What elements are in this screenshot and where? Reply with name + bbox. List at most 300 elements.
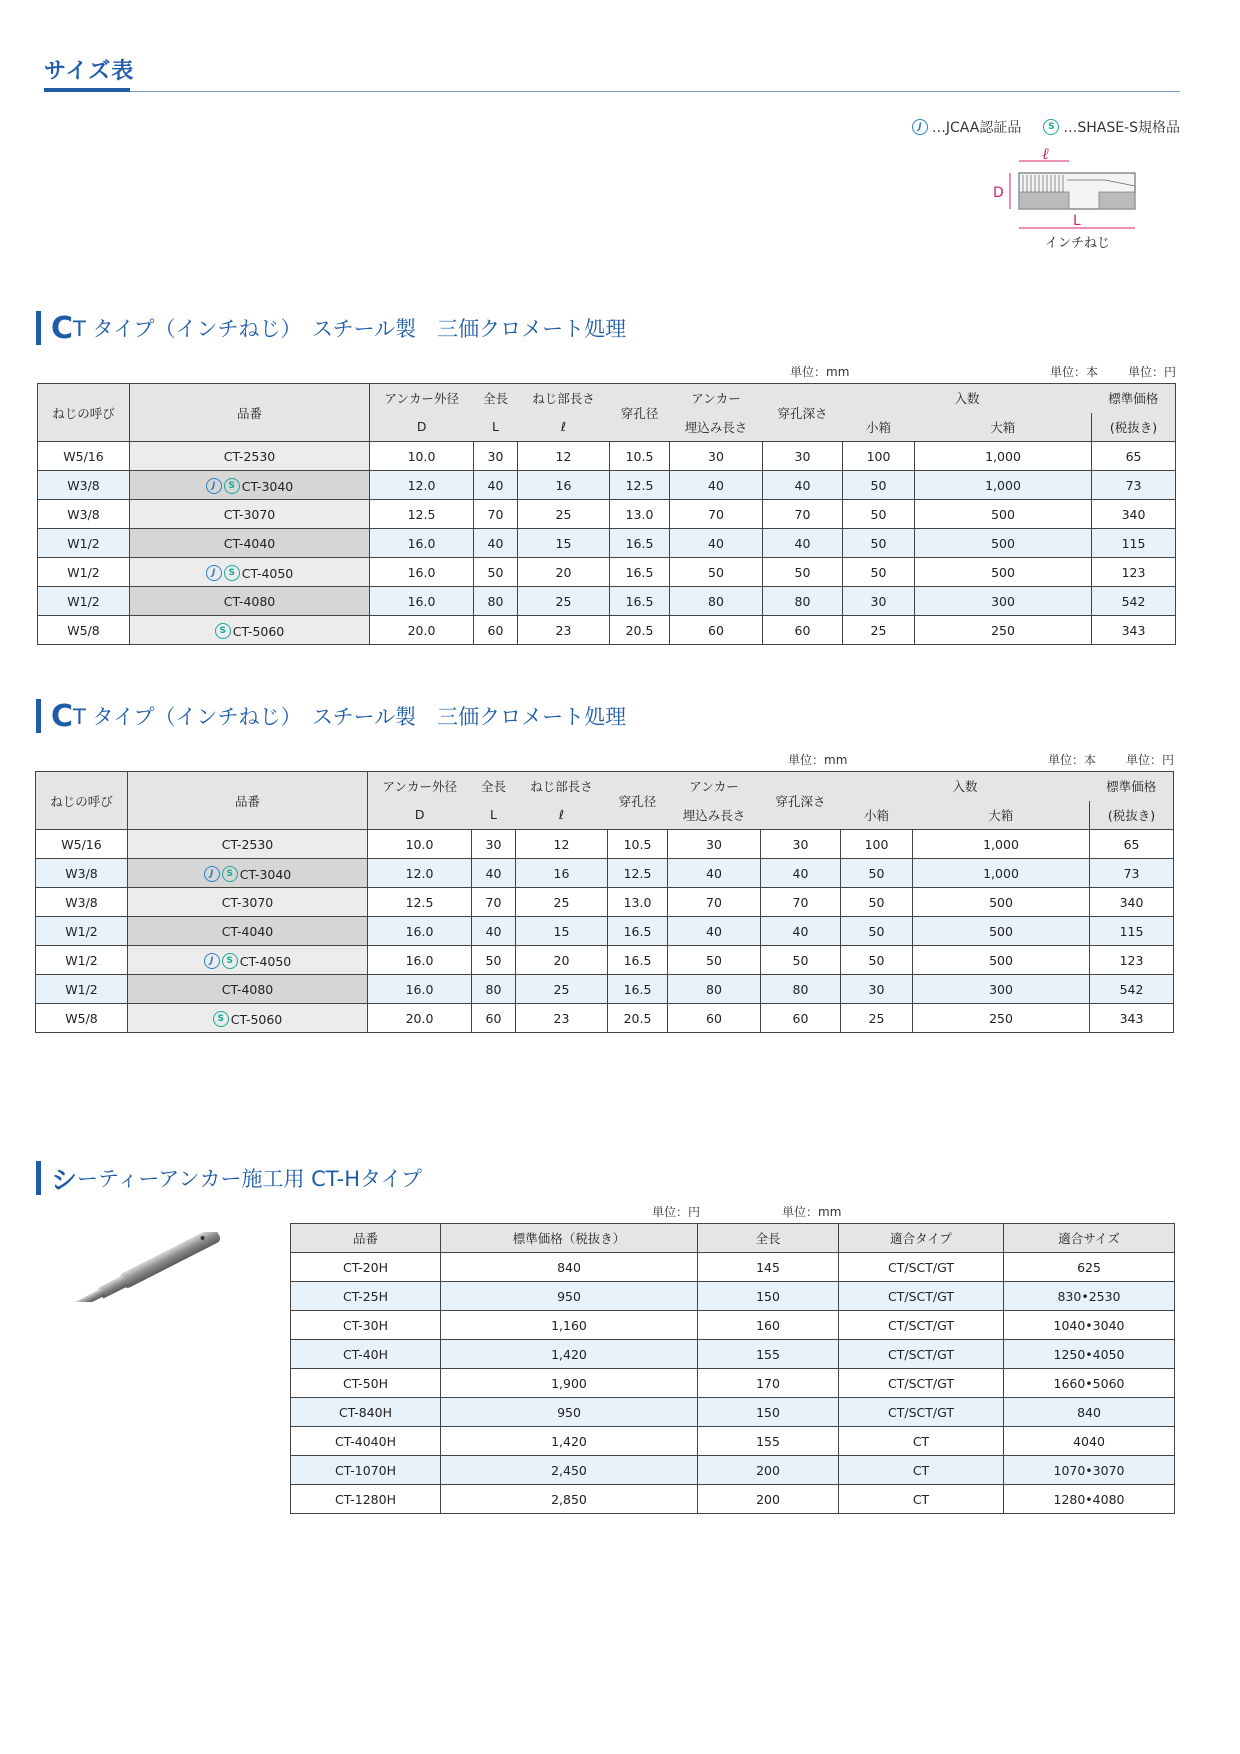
- tool-cell-price: 950: [441, 1282, 698, 1311]
- tool-cell-size: 1250•4050: [1004, 1340, 1175, 1369]
- cell-qty-large: 500: [913, 917, 1090, 946]
- tool-cell-length: 200: [698, 1485, 839, 1514]
- cell-embed: 80: [670, 587, 763, 616]
- tool-cell-type: CT/SCT/GT: [839, 1398, 1004, 1427]
- cell-qty-large: 500: [915, 529, 1092, 558]
- dim-l-small: ℓ: [1042, 144, 1049, 163]
- cell-outer-d: 16.0: [370, 529, 474, 558]
- section-1-unit-yen: 単位：円: [1128, 365, 1177, 379]
- table-row: [38, 471, 1176, 500]
- cell-code: [130, 558, 370, 587]
- tool-col-length: 全長: [698, 1224, 839, 1253]
- table-row: [36, 859, 1174, 888]
- product-code: CT-3040: [239, 866, 292, 882]
- product-code: CT-4040: [221, 923, 274, 939]
- tool-cell-type: CT/SCT/GT: [839, 1253, 1004, 1282]
- page-title: サイズ表: [44, 59, 135, 84]
- cell-hole-dia: 12.5: [608, 859, 668, 888]
- cell-code: [128, 946, 368, 975]
- cell-embed: 50: [670, 558, 763, 587]
- code-wrap: [206, 478, 294, 494]
- cell-hole-depth: 50: [761, 946, 841, 975]
- cell-length: 50: [474, 558, 518, 587]
- cell-qty-large: 250: [913, 1004, 1090, 1033]
- jcaa-mark-icon: J: [912, 119, 928, 135]
- cell-thread-len: 15: [518, 529, 610, 558]
- cell-outer-d: 10.0: [368, 830, 472, 859]
- dim-d: D: [993, 185, 1004, 201]
- tool-cell-price: 2,450: [441, 1456, 698, 1485]
- table-row: [38, 500, 1176, 529]
- section-1-heading-initial: C: [51, 310, 74, 346]
- cell-length: 50: [472, 946, 516, 975]
- cell-code: [128, 917, 368, 946]
- cell-length: 30: [472, 830, 516, 859]
- code-wrap: [222, 924, 274, 939]
- cell-outer-d: 16.0: [370, 558, 474, 587]
- table-row: [291, 1485, 1175, 1514]
- col-hole-dia: 穿孔径: [610, 384, 670, 442]
- cell-embed: 40: [670, 529, 763, 558]
- tool-cell-code: CT-1070H: [291, 1456, 441, 1485]
- cell-code: [128, 975, 368, 1004]
- cell-price: 73: [1090, 859, 1174, 888]
- cell-embed: 40: [668, 859, 761, 888]
- cell-outer-d: 20.0: [370, 616, 474, 645]
- section-2-unit-yen: 単位：円: [1126, 753, 1175, 767]
- cell-thread: W5/16: [38, 442, 130, 471]
- section-2-heading-text: T タイプ（インチねじ） スチール製 三価クロメート処理: [73, 705, 627, 729]
- table-row: [291, 1282, 1175, 1311]
- code-wrap: [204, 866, 292, 882]
- product-code: CT-2530: [223, 448, 276, 464]
- cell-hole-dia: 13.0: [608, 888, 668, 917]
- tool-cell-price: 2,850: [441, 1485, 698, 1514]
- tool-cell-length: 155: [698, 1427, 839, 1456]
- cell-outer-d: 16.0: [370, 587, 474, 616]
- cell-outer-d: 12.5: [370, 500, 474, 529]
- cell-thread: W1/2: [36, 946, 128, 975]
- tool-cell-type: CT/SCT/GT: [839, 1282, 1004, 1311]
- shase-mark-icon: S: [222, 953, 238, 969]
- code-wrap: [206, 565, 294, 581]
- tool-table-body: [291, 1253, 1175, 1514]
- code-wrap: [222, 982, 274, 997]
- tool-cell-price: 950: [441, 1398, 698, 1427]
- table-row: [36, 888, 1174, 917]
- cell-thread: W1/2: [36, 917, 128, 946]
- cell-hole-dia: 16.5: [610, 529, 670, 558]
- tool-cell-length: 145: [698, 1253, 839, 1282]
- tool-cell-size: 1070•3070: [1004, 1456, 1175, 1485]
- cell-thread: W1/2: [36, 975, 128, 1004]
- cell-price: 343: [1092, 616, 1176, 645]
- cell-price: 115: [1090, 917, 1174, 946]
- cell-hole-depth: 70: [761, 888, 841, 917]
- cell-qty-small: 50: [843, 500, 915, 529]
- tool-table: [290, 1223, 1175, 1514]
- cell-qty-small: 100: [841, 830, 913, 859]
- cell-qty-small: 25: [841, 1004, 913, 1033]
- cell-price: 542: [1092, 587, 1176, 616]
- tool-cell-length: 160: [698, 1311, 839, 1340]
- cell-hole-dia: 20.5: [610, 616, 670, 645]
- cell-hole-dia: 13.0: [610, 500, 670, 529]
- col-length-sym: L: [472, 801, 516, 830]
- code-wrap: [215, 623, 285, 639]
- cell-length: 70: [472, 888, 516, 917]
- col-price-2: (税抜き): [1092, 413, 1176, 442]
- cell-length: 80: [474, 587, 518, 616]
- cell-hole-depth: 70: [763, 500, 843, 529]
- cell-thread: W3/8: [38, 500, 130, 529]
- setting-tool-icon: [60, 1232, 240, 1302]
- section-2-heading-initial: C: [51, 698, 74, 734]
- tool-unit-mm: 単位：mm: [782, 1205, 842, 1219]
- cell-thread-len: 25: [518, 500, 610, 529]
- cell-hole-dia: 16.5: [608, 946, 668, 975]
- col-outer-d: アンカー外径: [370, 384, 474, 413]
- anchor-drawing-icon: [975, 140, 1175, 255]
- cell-code: [130, 500, 370, 529]
- setting-tool-image: [60, 1232, 240, 1302]
- cell-price: 65: [1090, 830, 1174, 859]
- cell-thread: W5/8: [38, 616, 130, 645]
- cell-outer-d: 10.0: [370, 442, 474, 471]
- tool-cell-code: CT-30H: [291, 1311, 441, 1340]
- cell-qty-large: 1,000: [915, 471, 1092, 500]
- spec-table-2: [35, 771, 1174, 1033]
- product-code: CT-2530: [221, 836, 274, 852]
- shase-mark-icon: S: [224, 565, 240, 581]
- cell-price: 123: [1092, 558, 1176, 587]
- tool-col-type: 適合タイプ: [839, 1224, 1004, 1253]
- cell-price: 340: [1090, 888, 1174, 917]
- cell-length: 60: [472, 1004, 516, 1033]
- jcaa-mark-icon: J: [204, 953, 220, 969]
- tool-cell-length: 150: [698, 1282, 839, 1311]
- col-thread: ねじの呼び: [36, 772, 128, 830]
- cell-outer-d: 16.0: [368, 946, 472, 975]
- cell-length: 70: [474, 500, 518, 529]
- cell-price: 65: [1092, 442, 1176, 471]
- code-wrap: [224, 536, 276, 551]
- cell-price: 542: [1090, 975, 1174, 1004]
- col-qty: 入数: [841, 772, 1090, 801]
- shase-mark-icon: S: [1043, 119, 1059, 135]
- cell-qty-small: 100: [843, 442, 915, 471]
- col-thread-len-sym: ℓ: [516, 801, 608, 830]
- tool-cell-price: 1,900: [441, 1369, 698, 1398]
- cell-code: [130, 616, 370, 645]
- cell-qty-small: 30: [841, 975, 913, 1004]
- jcaa-legend-text: …JCAA認証品: [931, 120, 1022, 136]
- col-embed-1: アンカー: [670, 384, 763, 413]
- cell-qty-small: 50: [843, 471, 915, 500]
- spec-table-2-body: [36, 830, 1174, 1033]
- cell-thread: W3/8: [36, 859, 128, 888]
- tool-section-heading-initial: シ: [51, 1165, 78, 1196]
- product-code: CT-3040: [241, 478, 294, 494]
- cell-thread: W5/16: [36, 830, 128, 859]
- col-embed-2: 埋込み長さ: [668, 801, 761, 830]
- cell-price: 123: [1090, 946, 1174, 975]
- tool-col-price: 標準価格（税抜き）: [441, 1224, 698, 1253]
- cell-qty-large: 500: [915, 500, 1092, 529]
- section-2-heading: [36, 698, 626, 734]
- tool-cell-type: CT: [839, 1485, 1004, 1514]
- cell-thread-len: 25: [518, 587, 610, 616]
- col-hole-depth: 穿孔深さ: [763, 384, 843, 442]
- code-wrap: [224, 449, 276, 464]
- cell-qty-large: 1,000: [915, 442, 1092, 471]
- cell-hole-depth: 60: [761, 1004, 841, 1033]
- tool-cell-length: 200: [698, 1456, 839, 1485]
- cell-code: [130, 442, 370, 471]
- col-thread-len: ねじ部長さ: [518, 384, 610, 413]
- col-qty-large: 大箱: [913, 801, 1090, 830]
- tool-cell-price: 840: [441, 1253, 698, 1282]
- product-code: CT-5060: [230, 1011, 283, 1027]
- cell-qty-large: 300: [915, 587, 1092, 616]
- cell-length: 80: [472, 975, 516, 1004]
- code-wrap: [222, 895, 274, 910]
- cell-hole-depth: 40: [763, 471, 843, 500]
- col-outer-d-sym: D: [370, 413, 474, 442]
- cell-hole-dia: 10.5: [608, 830, 668, 859]
- table-row: [291, 1369, 1175, 1398]
- cell-embed: 70: [670, 500, 763, 529]
- col-embed-2: 埋込み長さ: [670, 413, 763, 442]
- cell-thread-len: 12: [518, 442, 610, 471]
- code-wrap: [224, 507, 276, 522]
- cell-price: 343: [1090, 1004, 1174, 1033]
- cell-qty-small: 50: [841, 888, 913, 917]
- section-2-bar: [36, 699, 41, 733]
- jcaa-mark-icon: J: [204, 866, 220, 882]
- cell-embed: 30: [668, 830, 761, 859]
- cell-thread: W3/8: [38, 471, 130, 500]
- col-qty-small: 小箱: [841, 801, 913, 830]
- table-row: [38, 616, 1176, 645]
- col-price-1: 標準価格: [1090, 772, 1174, 801]
- cell-code: [128, 859, 368, 888]
- cell-hole-depth: 50: [763, 558, 843, 587]
- cell-qty-small: 50: [843, 529, 915, 558]
- col-hole-depth: 穿孔深さ: [761, 772, 841, 830]
- cell-outer-d: 12.0: [368, 859, 472, 888]
- tool-cell-size: 1280•4080: [1004, 1485, 1175, 1514]
- product-code: CT-4080: [221, 981, 274, 997]
- cell-embed: 80: [668, 975, 761, 1004]
- tool-cell-type: CT: [839, 1427, 1004, 1456]
- cell-code: [128, 830, 368, 859]
- table-row: [36, 917, 1174, 946]
- cell-thread-len: 20: [518, 558, 610, 587]
- col-qty: 入数: [843, 384, 1092, 413]
- tool-cell-price: 1,420: [441, 1340, 698, 1369]
- code-wrap: [222, 837, 274, 852]
- tool-col-code: 品番: [291, 1224, 441, 1253]
- code-wrap: [213, 1011, 283, 1027]
- cell-code: [128, 888, 368, 917]
- section-1-heading-text: T タイプ（インチねじ） スチール製 三価クロメート処理: [73, 317, 627, 341]
- tool-cell-code: CT-25H: [291, 1282, 441, 1311]
- table-row: [38, 529, 1176, 558]
- cell-hole-dia: 12.5: [610, 471, 670, 500]
- table-row: [36, 946, 1174, 975]
- cell-hole-dia: 10.5: [610, 442, 670, 471]
- tool-cell-code: CT-40H: [291, 1340, 441, 1369]
- tool-cell-price: 1,420: [441, 1427, 698, 1456]
- col-outer-d: アンカー外径: [368, 772, 472, 801]
- cell-code: [128, 1004, 368, 1033]
- tool-cell-type: CT/SCT/GT: [839, 1369, 1004, 1398]
- cell-embed: 50: [668, 946, 761, 975]
- tool-section-bar: [36, 1161, 41, 1195]
- product-code: CT-4050: [239, 953, 292, 969]
- cell-thread: W1/2: [38, 558, 130, 587]
- code-wrap: [204, 953, 292, 969]
- cell-hole-dia: 16.5: [610, 587, 670, 616]
- cell-length: 40: [474, 471, 518, 500]
- product-code: CT-3070: [223, 506, 276, 522]
- cell-thread-len: 16: [518, 471, 610, 500]
- col-length-sym: L: [474, 413, 518, 442]
- cell-qty-small: 50: [841, 946, 913, 975]
- cell-qty-large: 300: [913, 975, 1090, 1004]
- tool-cell-length: 150: [698, 1398, 839, 1427]
- title-divider: [44, 91, 1180, 92]
- shase-mark-icon: S: [222, 866, 238, 882]
- col-qty-large: 大箱: [915, 413, 1092, 442]
- table-row: [291, 1253, 1175, 1282]
- cell-qty-large: 1,000: [913, 830, 1090, 859]
- cell-qty-large: 500: [913, 888, 1090, 917]
- tool-cell-length: 170: [698, 1369, 839, 1398]
- col-qty-small: 小箱: [843, 413, 915, 442]
- table-row: [291, 1340, 1175, 1369]
- tool-cell-code: CT-840H: [291, 1398, 441, 1427]
- title-accent-bar: [44, 88, 130, 92]
- col-embed-1: アンカー: [668, 772, 761, 801]
- cell-hole-depth: 30: [761, 830, 841, 859]
- cell-code: [130, 529, 370, 558]
- table-row: [38, 558, 1176, 587]
- table-row: [291, 1456, 1175, 1485]
- col-thread: ねじの呼び: [38, 384, 130, 442]
- cell-qty-small: 50: [843, 558, 915, 587]
- cell-price: 340: [1092, 500, 1176, 529]
- anchor-diagram: [975, 140, 1175, 255]
- cell-code: [130, 587, 370, 616]
- cell-qty-large: 500: [913, 946, 1090, 975]
- cell-embed: 30: [670, 442, 763, 471]
- section-1-unit-mm: 単位：mm: [790, 365, 850, 379]
- spec-table-1-body: [38, 442, 1176, 645]
- cell-qty-small: 30: [843, 587, 915, 616]
- product-code: CT-3070: [221, 894, 274, 910]
- cell-length: 40: [472, 859, 516, 888]
- cell-hole-depth: 80: [763, 587, 843, 616]
- tool-cell-length: 155: [698, 1340, 839, 1369]
- jcaa-mark-icon: J: [206, 478, 222, 494]
- cell-qty-small: 50: [841, 859, 913, 888]
- shase-mark-icon: S: [215, 623, 231, 639]
- cell-outer-d: 16.0: [368, 917, 472, 946]
- cell-qty-large: 500: [915, 558, 1092, 587]
- tool-col-size: 適合サイズ: [1004, 1224, 1175, 1253]
- cell-qty-small: 50: [841, 917, 913, 946]
- table-row: [291, 1398, 1175, 1427]
- section-1-unit-hon: 単位：本: [1050, 365, 1099, 379]
- cell-hole-dia: 20.5: [608, 1004, 668, 1033]
- cell-hole-depth: 80: [761, 975, 841, 1004]
- cell-thread: W3/8: [36, 888, 128, 917]
- cell-hole-depth: 40: [761, 917, 841, 946]
- cell-outer-d: 16.0: [368, 975, 472, 1004]
- table-row: [36, 975, 1174, 1004]
- cell-embed: 40: [670, 471, 763, 500]
- col-thread-len-sym: ℓ: [518, 413, 610, 442]
- cell-thread-len: 15: [516, 917, 608, 946]
- col-price-2: (税抜き): [1090, 801, 1174, 830]
- cell-thread-len: 25: [516, 888, 608, 917]
- cell-embed: 40: [668, 917, 761, 946]
- tool-cell-type: CT/SCT/GT: [839, 1340, 1004, 1369]
- dim-l: L: [1073, 213, 1081, 229]
- tool-cell-code: CT-50H: [291, 1369, 441, 1398]
- cell-qty-small: 25: [843, 616, 915, 645]
- code-wrap: [224, 594, 276, 609]
- tool-cell-code: CT-1280H: [291, 1485, 441, 1514]
- cell-thread-len: 20: [516, 946, 608, 975]
- cell-thread-len: 16: [516, 859, 608, 888]
- cell-outer-d: 12.5: [368, 888, 472, 917]
- cell-qty-large: 250: [915, 616, 1092, 645]
- cell-hole-dia: 16.5: [608, 975, 668, 1004]
- cell-thread-len: 23: [516, 1004, 608, 1033]
- tool-unit-yen: 単位：円: [652, 1205, 701, 1219]
- table-row: [38, 587, 1176, 616]
- tool-cell-code: CT-20H: [291, 1253, 441, 1282]
- cell-length: 40: [472, 917, 516, 946]
- shase-mark-icon: S: [224, 478, 240, 494]
- section-1-heading: [36, 310, 626, 346]
- col-code: 品番: [128, 772, 368, 830]
- cell-thread-len: 23: [518, 616, 610, 645]
- jcaa-mark-icon: J: [206, 565, 222, 581]
- spec-table-1: [37, 383, 1176, 645]
- cell-thread: W1/2: [38, 587, 130, 616]
- tool-section-heading: [36, 1160, 422, 1196]
- cell-thread: W5/8: [36, 1004, 128, 1033]
- shase-legend-text: …SHASE-S規格品: [1063, 120, 1180, 136]
- table-row: [36, 1004, 1174, 1033]
- tool-cell-size: 1040•3040: [1004, 1311, 1175, 1340]
- mark-legend: [912, 117, 1180, 137]
- product-code: CT-5060: [232, 623, 285, 639]
- cell-thread-len: 25: [516, 975, 608, 1004]
- tool-cell-code: CT-4040H: [291, 1427, 441, 1456]
- cell-qty-large: 1,000: [913, 859, 1090, 888]
- tool-cell-price: 1,160: [441, 1311, 698, 1340]
- cell-price: 115: [1092, 529, 1176, 558]
- table-row: [38, 442, 1176, 471]
- tool-cell-type: CT: [839, 1456, 1004, 1485]
- section-2-unit-mm: 単位：mm: [788, 753, 848, 767]
- cell-embed: 70: [668, 888, 761, 917]
